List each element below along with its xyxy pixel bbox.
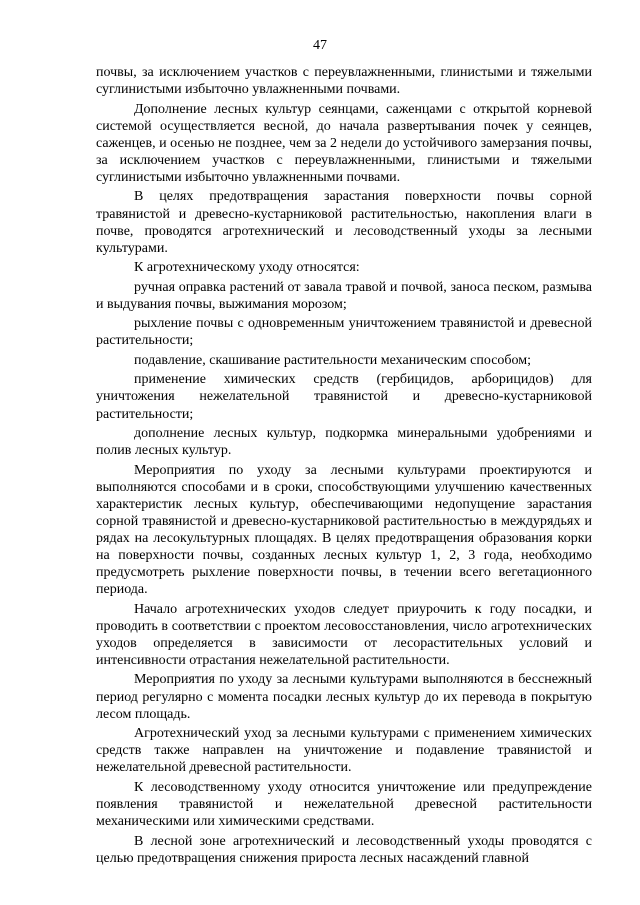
list-item: применение химических средств (гербицидов, арборицидов) для уничтожения нежелательной травянистой и древесно-кустарниковой растительности; (96, 372, 592, 422)
paragraph: К агротехническому уходу относятся: (134, 260, 360, 276)
paragraph: К лесоводственному уходу относится уничтожение или предупреждение появления травянистой и нежелательной древесной растительности механическими или химическими средствами. (96, 779, 592, 830)
list-item: рыхление почвы с одновременным уничтожением травянистой и древесной растительности; (96, 316, 592, 349)
paragraph: В целях предотвращения зарастания поверхности почвы сорной травянистой и древесно-кустарниковой растительностью, накопления влаги в почве, проводятся агротехнический и лесоводственный уходы за лесными культурами. (96, 189, 592, 256)
list-item: ручная оправка растений от завала травой и почвой, заноса песком, размыва и выдувания почвы, выжимания морозом; (96, 279, 592, 312)
paragraph: почвы, за исключением участков с переувлажненными, глинистыми и тяжелыми суглинистыми избыточно увлажненными почвами. (96, 65, 592, 98)
list-item: дополнение лесных культур, подкормка минеральными удобрениями и полив лесных культур. (96, 426, 592, 459)
paragraph: В лесной зоне агротехнический и лесоводственный уходы проводятся с целью предотвращения снижения прироста лесных насаждений главной (96, 833, 592, 866)
page-number: 47 (313, 38, 327, 53)
body-text (96, 64, 592, 869)
paragraph: Мероприятия по уходу за лесными культурами проектируются и выполняются способами и в сроки, способствующими улучшению качественных характеристик лесных культур, обеспечивающими недопущение зарастания сорной травянистой и древесно-кустарниковой растительностью в междурядьях и рядах на лесокультурных площадях. В целях предотвращения образования корки на поверхности почвы, созданных лесных культур 1, 2, 3 года, необходимо предусмотреть рыхление поверхности почвы, в течении всего вегетационного периода. (96, 462, 592, 598)
paragraph: Дополнение лесных культур сеянцами, саженцами с открытой корневой системой осуществляется весной, до начала развертывания почек у сеянцев, саженцев, и осенью не позднее, чем за 2 недели до устойчивого замерзания почвы, за исключением участков с переувлажненными, глинистыми и тяжелыми суглинистыми избыточно увлажненными почвами. (96, 101, 592, 185)
list-item: подавление, скашивание растительности механическим способом; (134, 352, 532, 368)
paragraph: Агротехнический уход за лесными культурами с применением химических средств также направлен на уничтожение и подавление травянистой и нежелательной древесной растительности. (96, 726, 592, 776)
paragraph: Мероприятия по уходу за лесными культурами выполняются в бесснежный период регулярно с момента посадки лесных культур до их перевода в покрытую лесом площадь. (96, 672, 592, 722)
paragraph: Начало агротехнических уходов следует приурочить к году посадки, и проводить в соответствии с проектом лесовосстановления, число агротехнических уходов определяется в зависимости от лесорастительных условий и интенсивности отрастания нежелательной растительности. (96, 601, 592, 668)
